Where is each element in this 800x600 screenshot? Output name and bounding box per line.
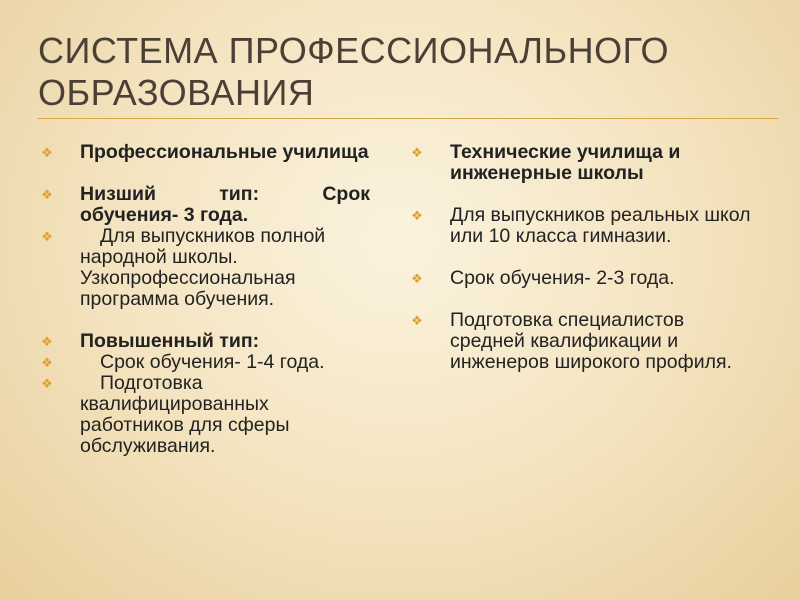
training-text: Подготовка специалистов средней квалификации и инженеров широкого профиля. (450, 309, 732, 373)
diamond-bullet-icon: ❖ (41, 334, 53, 349)
diamond-bullet-icon: ❖ (411, 208, 423, 223)
higher-type-detail: Подготовка квалифицированных работников для сферы обслуживания. (80, 372, 290, 457)
lower-type-label: Низший тип: Срок (80, 183, 370, 205)
list-item (410, 310, 760, 373)
diamond-bullet-icon: ❖ (41, 355, 53, 370)
diamond-bullet-icon: ❖ (41, 187, 53, 202)
higher-type-label: Повышенный тип: (80, 330, 260, 352)
diamond-bullet-icon: ❖ (41, 376, 53, 391)
list-item (40, 331, 370, 352)
slide-title: СИСТЕМА ПРОФЕССИОНАЛЬНОГО ОБРАЗОВАНИЯ (38, 30, 670, 113)
list-item (40, 226, 370, 310)
right-column-heading: Технические училища и инженерные школы (450, 141, 681, 184)
list-item (410, 268, 760, 289)
lower-type-detail: Для выпускников полной народной школы. Узкопрофессиональная программа обучения. (80, 225, 326, 310)
list-item (40, 142, 370, 163)
diamond-bullet-icon: ❖ (41, 145, 53, 160)
higher-type-duration: Срок обучения- 1-4 года. (100, 351, 325, 373)
diamond-bullet-icon: ❖ (411, 271, 423, 286)
left-column-heading: Профессиональные училища (80, 141, 369, 163)
left-column (40, 142, 370, 457)
lower-type-duration: обучения- 3 года. (80, 204, 249, 226)
list-item (40, 373, 370, 457)
title-divider (38, 118, 778, 119)
diamond-bullet-icon: ❖ (41, 229, 53, 244)
list-item (410, 205, 760, 247)
list-item (410, 142, 760, 184)
diamond-bullet-icon: ❖ (411, 145, 423, 160)
duration-text: Срок обучения- 2-3 года. (450, 267, 675, 289)
list-item (40, 352, 370, 373)
diamond-bullet-icon: ❖ (411, 313, 423, 328)
list-item (40, 184, 370, 226)
right-column (410, 142, 760, 373)
graduates-text: Для выпускников реальных школ или 10 класса гимназии. (450, 204, 751, 247)
